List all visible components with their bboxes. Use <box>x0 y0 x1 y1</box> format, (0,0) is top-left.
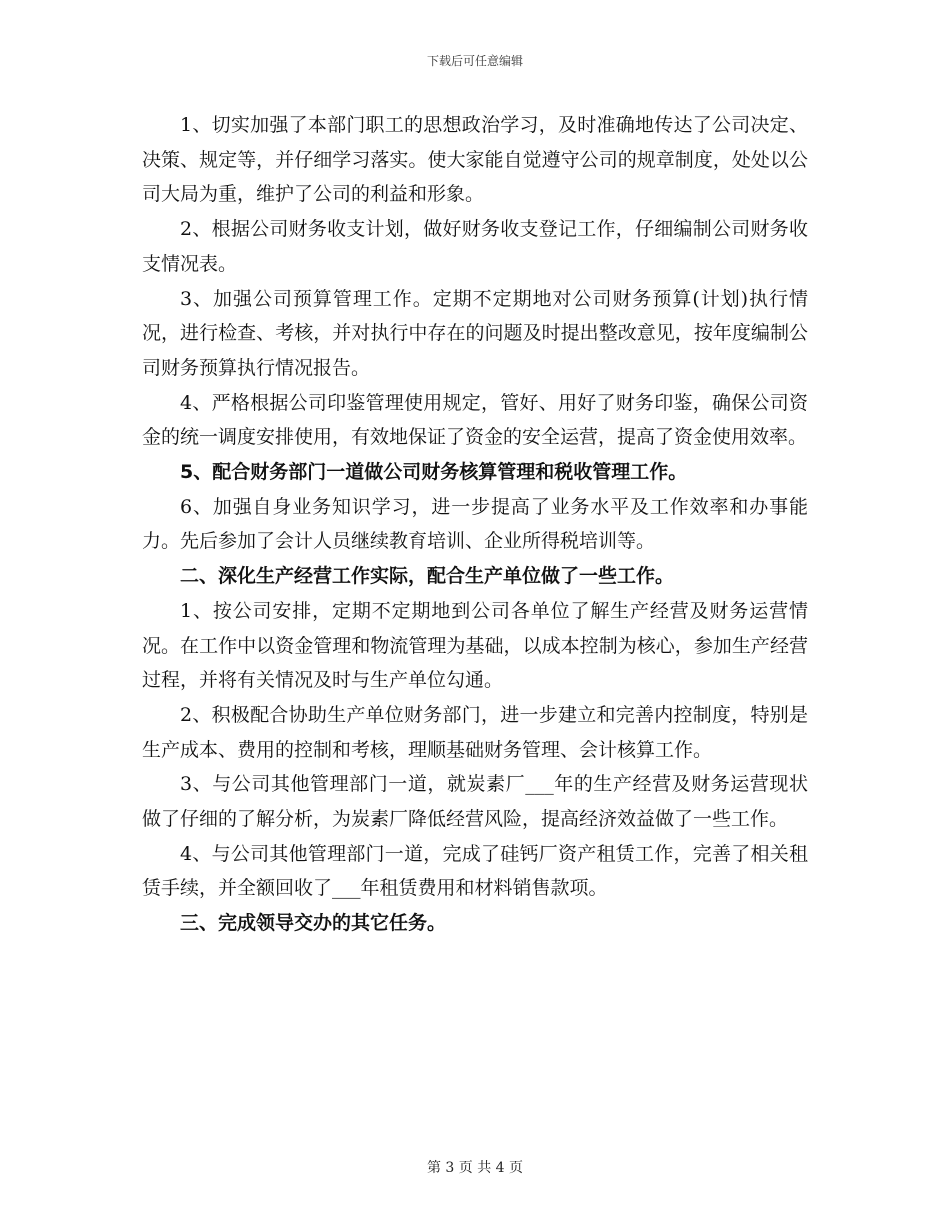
paragraph-7: 1、按公司安排，定期不定期地到公司各单位了解生产经营及财务运营情况。在工作中以资金管理和物流管理为基础，以成本控制为核心，参加生产经营过程，并将有关情况及时与生产单位勾通。 <box>142 599 808 692</box>
paragraph-6: 6、加强自身业务知识学习，进一步提高了业务水平及工作效率和办事能力。先后参加了会计人员继续教育培训、企业所得税培训等。 <box>142 495 808 553</box>
paragraph-4: 4、严格根据公司印鉴管理使用规定，管好、用好了财务印鉴，确保公司资金的统一调度安排使用，有效地保证了资金的安全运营，提高了资金使用效率。 <box>142 391 808 449</box>
paragraph-5-heading: 5、配合财务部门一道做公司财务核算管理和税收管理工作。 <box>180 461 688 484</box>
section-heading-2: 二、深化生产经营工作实际，配合生产单位做了一些工作。 <box>180 565 675 588</box>
paragraph-8: 2、积极配合协助生产单位财务部门，进一步建立和完善内控制度，特别是生产成本、费用的控制和考核，理顺基础财务管理、会计核算工作。 <box>142 703 808 761</box>
document-body <box>142 108 808 941</box>
page-footer: 第 3 页 共 4 页 <box>426 1160 524 1176</box>
paragraph-3: 3、加强公司预算管理工作。定期不定期地对公司财务预算(计划)执行情况，进行检查、考核，并对执行中存在的问题及时提出整改意见，按年度编制公司财务预算执行情况报告。 <box>142 287 808 379</box>
page-header: 下载后可任意编辑 <box>426 54 523 68</box>
paragraph-10: 4、与公司其他管理部门一道，完成了硅钙厂资产租赁工作，完善了相关租赁手续，并全额回收了___年租赁费用和材料销售款项。 <box>142 842 808 900</box>
section-heading-3: 三、完成领导交办的其它任务。 <box>180 912 447 935</box>
paragraph-9: 3、与公司其他管理部门一道，就炭素厂___年的生产经营及财务运营现状做了仔细的了解分析，为炭素厂降低经营风险，提高经济效益做了一些工作。 <box>142 773 808 831</box>
paragraph-2: 2、根据公司财务收支计划，做好财务收支登记工作，仔细编制公司财务收支情况表。 <box>142 218 808 275</box>
paragraph-1: 1、切实加强了本部门职工的思想政治学习，及时准确地传达了公司决定、决策、规定等，并仔细学习落实。使大家能自觉遵守公司的规章制度，处处以公司大局为重，维护了公司的利益和形象。 <box>142 114 808 206</box>
